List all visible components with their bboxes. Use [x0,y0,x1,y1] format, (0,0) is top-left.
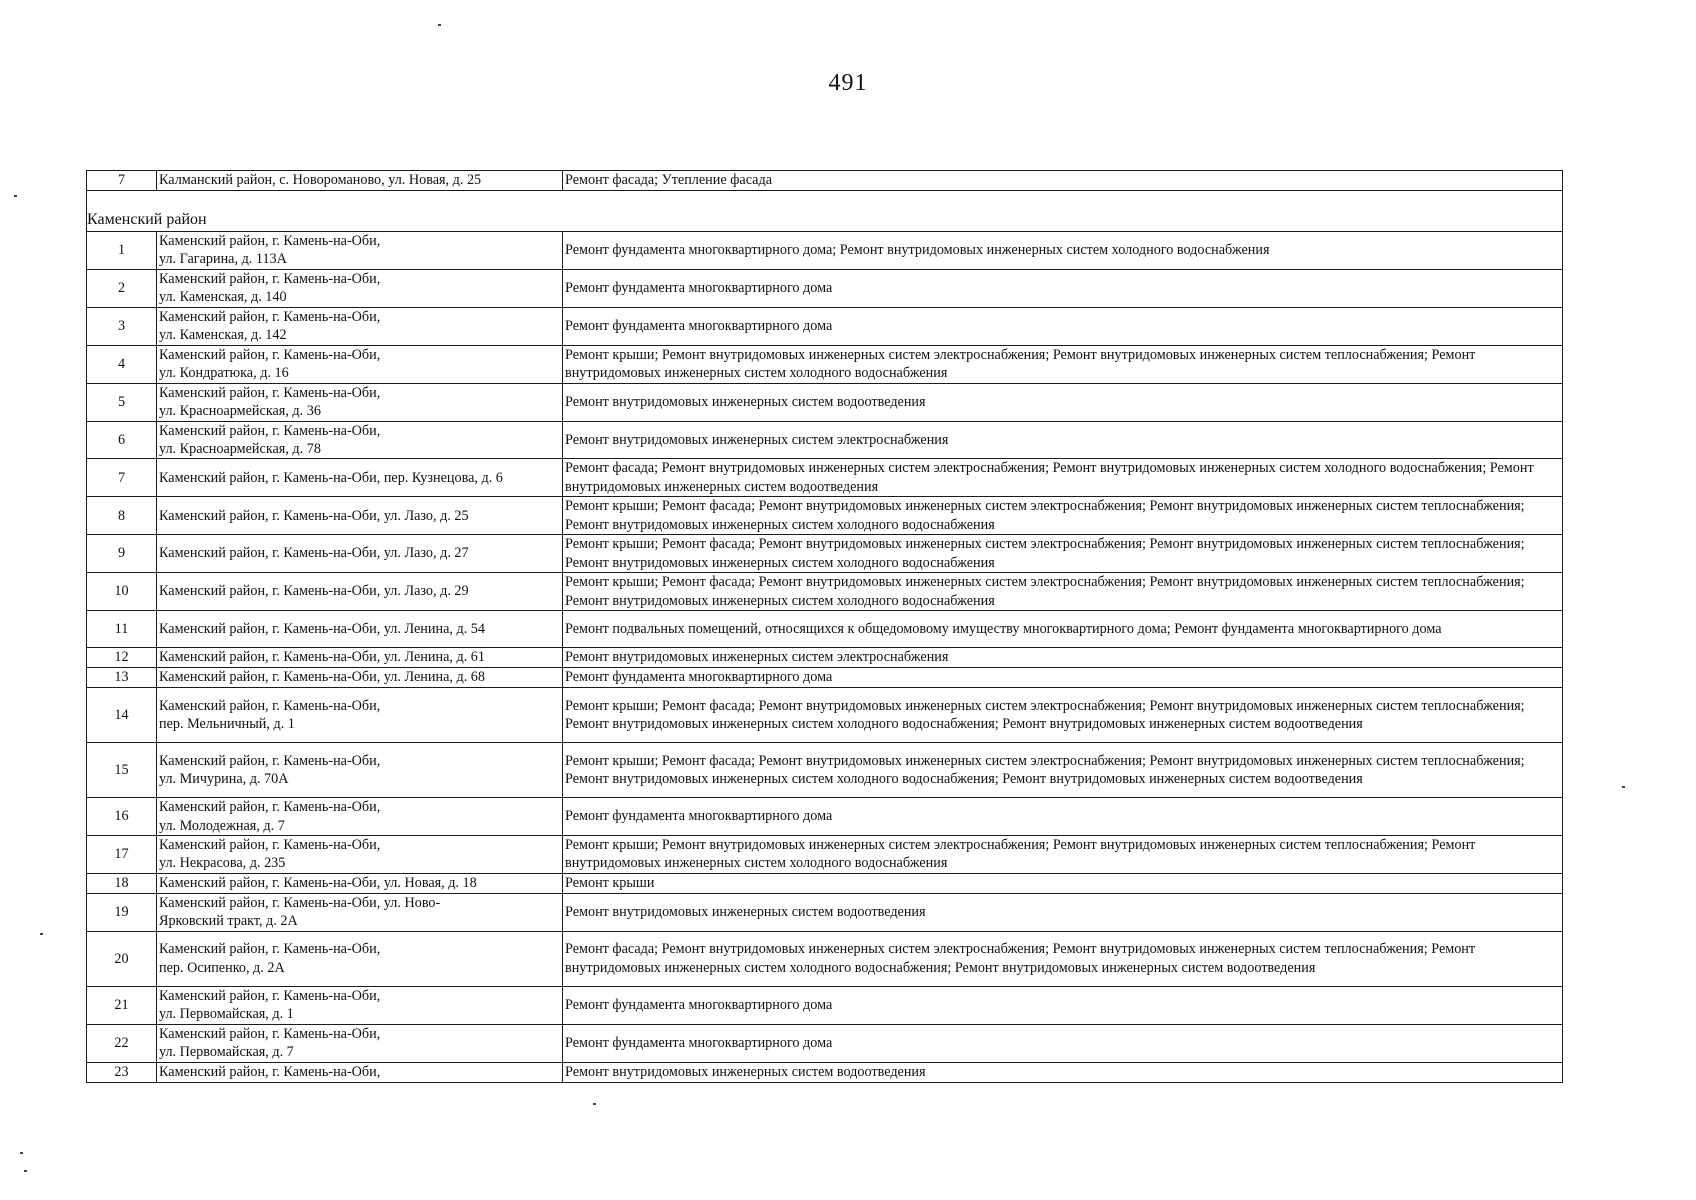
table-row [87,1024,1563,1062]
row-works: Ремонт фундамента многоквартирного дома [563,798,1563,836]
row-address [157,383,563,421]
row-works: Ремонт крыши; Ремонт внутридомовых инженерных систем электроснабжения; Ремонт внутридомовых инженерных систем теплоснабжения; Ремонт внутридомовых инженерных систем холодного водоснабжения [563,345,1563,383]
repair-program-table [86,170,1563,1083]
address-line: ул. Молодежная, д. 7 [159,817,285,834]
row-number: 16 [87,798,157,836]
scan-speck [1622,786,1625,788]
row-works: Ремонт крыши [563,873,1563,893]
address-line: Каменский район, г. Камень-на-Оби, ул. Ленина, д. 61 [159,649,485,666]
address-line: ул. Кондратюка, д. 16 [159,365,289,382]
table-row [87,688,1563,743]
row-address [157,931,563,986]
row-works: Ремонт внутридомовых инженерных систем электроснабжения [563,648,1563,668]
table-row [87,611,1563,648]
row-works: Ремонт фундамента многоквартирного дома [563,1024,1563,1062]
address-line: Каменский район, г. Камень-на-Оби, ул. Лазо, д. 29 [159,583,469,600]
table-row [87,986,1563,1024]
address-line: ул. Гагарина, д. 113А [159,251,287,268]
scan-speck [20,1152,23,1154]
row-works: Ремонт внутридомовых инженерных систем электроснабжения [563,421,1563,459]
address-line: ул. Красноармейская, д. 36 [159,403,321,420]
address-line: ул. Мичурина, д. 70А [159,771,289,788]
row-number: 20 [87,931,157,986]
row-address [157,345,563,383]
row-works: Ремонт крыши; Ремонт фасада; Ремонт внутридомовых инженерных систем электроснабжения; Ремонт внутридомовых инженерных систем теплоснабжения; Ремонт внутридомовых инженерных систем холодного водоснабжения; Ремонт внутридомовых инженерных систем водоотведения [563,743,1563,798]
row-number: 12 [87,648,157,668]
scan-speck [593,1103,596,1105]
row-works: Ремонт внутридомовых инженерных систем водоотведения [563,1062,1563,1082]
table-row [87,873,1563,893]
row-address: Калманский район, с. Новороманово, ул. Новая, д. 25 [157,171,563,191]
scan-speck [438,24,441,26]
row-works: Ремонт фундамента многоквартирного дома [563,668,1563,688]
row-number: 8 [87,497,157,535]
row-works: Ремонт фундамента многоквартирного дома; Ремонт внутридомовых инженерных систем холодного водоснабжения [563,232,1563,270]
section-spacer-cell [87,191,1563,210]
row-number: 9 [87,535,157,573]
address-line: пер. Осипенко, д. 2А [159,959,285,976]
row-address [157,835,563,873]
row-address [157,688,563,743]
row-address [157,893,563,931]
row-number: 7 [87,171,157,191]
row-number: 19 [87,893,157,931]
address-line: Каменский район, г. Камень-на-Оби, [159,270,381,287]
row-address [157,668,563,688]
scan-speck [24,1170,27,1172]
table-row [87,743,1563,798]
table-row [87,345,1563,383]
table-row [87,383,1563,421]
address-line: ул. Каменская, д. 140 [159,289,287,306]
table-row [87,232,1563,270]
row-number: 18 [87,873,157,893]
row-works: Ремонт крыши; Ремонт фасада; Ремонт внутридомовых инженерных систем электроснабжения; Ремонт внутридомовых инженерных систем теплоснабжения; Ремонт внутридомовых инженерных систем холодного водоснабжения [563,535,1563,573]
address-line: ул. Каменская, д. 142 [159,327,287,344]
address-line: ул. Некрасова, д. 235 [159,855,286,872]
scan-speck [14,195,17,197]
row-works: Ремонт крыши; Ремонт внутридомовых инженерных систем электроснабжения; Ремонт внутридомовых инженерных систем теплоснабжения; Ремонт внутридомовых инженерных систем холодного водоснабжения [563,835,1563,873]
table-row [87,535,1563,573]
row-works: Ремонт фундамента многоквартирного дома [563,269,1563,307]
table-row [87,421,1563,459]
section-spacer [87,191,1563,210]
address-line: Каменский район, г. Камень-на-Оби, [159,752,381,769]
row-works: Ремонт подвальных помещений, относящихся к общедомовому имуществу многоквартирного дома; Ремонт фундамента многоквартирного дома [563,611,1563,648]
row-works: Ремонт внутридомовых инженерных систем водоотведения [563,893,1563,931]
row-number: 4 [87,345,157,383]
row-number: 5 [87,383,157,421]
row-address [157,798,563,836]
row-number: 23 [87,1062,157,1082]
row-address [157,611,563,648]
row-number: 13 [87,668,157,688]
row-address [157,535,563,573]
address-line: ул. Красноармейская, д. 78 [159,440,321,457]
table-row [87,931,1563,986]
table-row [87,307,1563,345]
address-line: Каменский район, г. Камень-на-Оби, [159,1063,381,1080]
address-line: пер. Мельничный, д. 1 [159,716,295,733]
address-line: Каменский район, г. Камень-на-Оби, ул. Ново- [159,894,441,911]
table-row [87,459,1563,497]
address-line: ул. Первомайская, д. 7 [159,1044,294,1061]
row-number: 2 [87,269,157,307]
address-line: Каменский район, г. Камень-на-Оби, [159,697,381,714]
table-row [87,171,1563,191]
row-works: Ремонт крыши; Ремонт фасада; Ремонт внутридомовых инженерных систем электроснабжения; Ремонт внутридомовых инженерных систем теплоснабжения; Ремонт внутридомовых инженерных систем холодного водоснабжения [563,573,1563,611]
address-line: Каменский район, г. Камень-на-Оби, [159,233,381,249]
row-works: Ремонт фасада; Ремонт внутридомовых инженерных систем электроснабжения; Ремонт внутридомовых инженерных систем теплоснабжения; Ремонт внутридомовых инженерных систем холодного водоснабжения; Ремонт внутридомовых инженерных систем водоотведения [563,931,1563,986]
table-row [87,893,1563,931]
address-line: Каменский район, г. Камень-на-Оби, ул. Ленина, д. 68 [159,669,485,686]
row-number: 17 [87,835,157,873]
row-works: Ремонт крыши; Ремонт фасада; Ремонт внутридомовых инженерных систем электроснабжения; Ремонт внутридомовых инженерных систем теплоснабжения; Ремонт внутридомовых инженерных систем холодного водоснабжения; Ремонт внутридомовых инженерных систем водоотведения [563,688,1563,743]
table-row [87,798,1563,836]
row-address [157,873,563,893]
table-row [87,1062,1563,1082]
row-works: Ремонт крыши; Ремонт фасада; Ремонт внутридомовых инженерных систем электроснабжения; Ремонт внутридомовых инженерных систем теплоснабжения; Ремонт внутридомовых инженерных систем холодного водоснабжения [563,497,1563,535]
row-address [157,307,563,345]
row-number: 7 [87,459,157,497]
address-line: Каменский район, г. Камень-на-Оби, [159,422,381,439]
section-header [87,209,1563,232]
row-number: 11 [87,611,157,648]
row-address [157,269,563,307]
row-number: 3 [87,307,157,345]
row-number: 14 [87,688,157,743]
table-row [87,497,1563,535]
row-address [157,648,563,668]
section-title: Каменский район [87,209,1563,232]
row-number: 6 [87,421,157,459]
row-number: 22 [87,1024,157,1062]
row-address [157,232,563,270]
table-row [87,668,1563,688]
address-line: Ярковский тракт, д. 2А [159,913,298,930]
row-number: 10 [87,573,157,611]
row-address [157,421,563,459]
row-address [157,573,563,611]
row-works: Ремонт фасада; Утепление фасада [563,171,1563,191]
address-line: Каменский район, г. Камень-на-Оби, ул. Новая, д. 18 [159,875,477,892]
row-works: Ремонт фасада; Ремонт внутридомовых инженерных систем электроснабжения; Ремонт внутридомовых инженерных систем холодного водоснабжения; Ремонт внутридомовых инженерных систем водоотведения [563,459,1563,497]
row-number: 1 [87,232,157,270]
address-line: Каменский район, г. Камень-на-Оби, [159,308,381,325]
address-line: Каменский район, г. Камень-на-Оби, [159,1025,381,1042]
address-line: Каменский район, г. Камень-на-Оби, [159,987,381,1004]
address-line: Каменский район, г. Камень-на-Оби, [159,384,381,401]
row-address [157,986,563,1024]
address-line: Каменский район, г. Камень-на-Оби, ул. Ленина, д. 54 [159,620,485,637]
address-line: Каменский район, г. Камень-на-Оби, [159,346,381,363]
row-number: 15 [87,743,157,798]
table-body [87,171,1563,1083]
row-address [157,497,563,535]
scan-speck [40,933,43,935]
table-row [87,269,1563,307]
address-line: Каменский район, г. Камень-на-Оби, [159,799,381,816]
row-number: 21 [87,986,157,1024]
table-row [87,573,1563,611]
row-address [157,459,563,497]
table-row [87,648,1563,668]
address-line: Каменский район, г. Камень-на-Оби, ул. Лазо, д. 27 [159,545,469,562]
row-works: Ремонт фундамента многоквартирного дома [563,986,1563,1024]
row-works: Ремонт фундамента многоквартирного дома [563,307,1563,345]
row-address [157,1062,563,1082]
address-line: Каменский район, г. Камень-на-Оби, ул. Лазо, д. 25 [159,507,469,524]
address-line: Каменский район, г. Камень-на-Оби, [159,836,381,853]
row-address [157,1024,563,1062]
address-line: Каменский район, г. Камень-на-Оби, пер. Кузнецова, д. 6 [159,469,503,486]
address-line: ул. Первомайская, д. 1 [159,1006,294,1023]
table-row [87,835,1563,873]
address-line: Каменский район, г. Камень-на-Оби, [159,941,381,958]
row-address [157,743,563,798]
page-number: 491 [828,70,868,96]
row-works: Ремонт внутридомовых инженерных систем водоотведения [563,383,1563,421]
